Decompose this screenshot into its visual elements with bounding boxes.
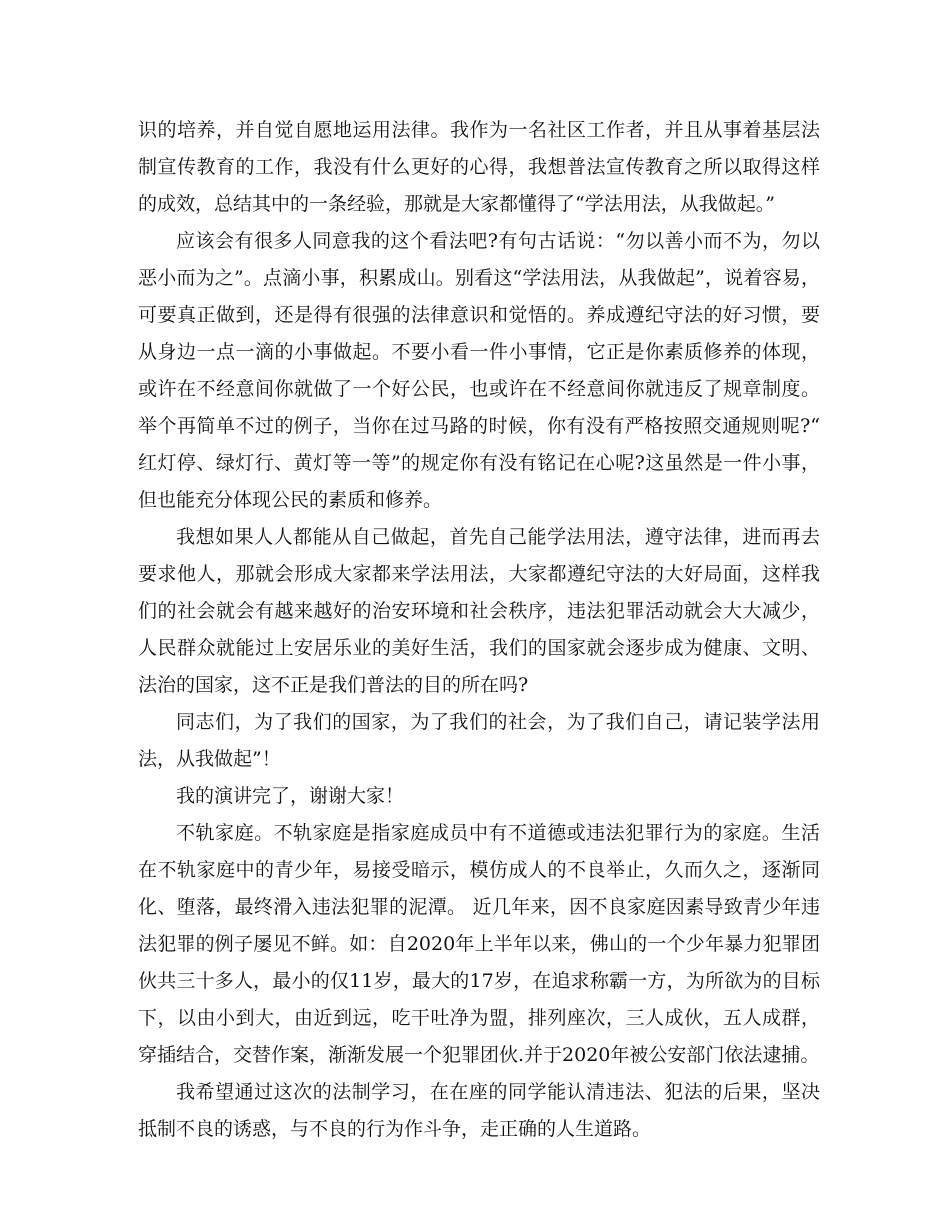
paragraph-1: 识的培养，并自觉自愿地运用法律。我作为一名社区工作者，并且从事着基层法制宣传教育的工作，我没有什么更好的心得，我想普法宣传教育之所以取得这样的成效，总结其中的一条经验，那就是大家都懂得了“学法用法，从我做起。”: [138, 119, 820, 215]
paragraph-3: 我想如果人人都能从自己做起，首先自己能学法用法，遵守法律，进而再去要求他人，那就会形成大家都来学法用法，大家都遵纪守法的大好局面，这样我们的社会就会有越来越好的治安环境和社会秩序，违法犯罪活动就会大大减少，人民群众就能过上安居乐业的美好生活，我们的国家就会逐步成为健康、文明、法治的国家，这不正是我们普法的目的所在吗?: [138, 526, 820, 696]
paragraph-6: 不轨家庭。不轨家庭是指家庭成员中有不道德或违法犯罪行为的家庭。生活在不轨家庭中的青少年，易接受暗示，模仿成人的不良举止，久而久之，逐渐同化、堕落，最终滑入违法犯罪的泥潭。 近几年来，因不良家庭因素导致青少年违法犯罪的例子屡见不鲜。如：自2020年上半年以来，佛山的一个少年暴力犯罪团伙共三十多人，最小的仅11岁，最大的17岁，在追求称霸一方，为所欲为的目标下，以由小到大，由近到远，吃干吐净为盟，排列座次，三人成伙，五人成群，穿插结合，交替作案，渐渐发展一个犯罪团伙.并于2020年被公安部门依法逮捕。: [138, 822, 820, 1066]
paragraph-7: 我希望通过这次的法制学习，在在座的同学能认清违法、犯法的后果，坚决抵制不良的诱惑，与不良的行为作斗争，走正确的人生道路。: [138, 1081, 820, 1140]
document-body: [138, 112, 820, 1148]
paragraph-2: 应该会有很多人同意我的这个看法吧?有句古话说：“勿以善小而不为，勿以恶小而为之”。点滴小事，积累成山。别看这“学法用法，从我做起”，说着容易，可要真正做到，还是得有很强的法律意识和觉悟的。养成遵纪守法的好习惯，要从身边一点一滴的小事做起。不要小看一件小事情，它正是你素质修养的体现，或许在不经意间你就做了一个好公民，也或许在不经意间你就违反了规章制度。举个再简单不过的例子，当你在过马路的时候，你有没有严格按照交通规则呢?“红灯停、绿灯行、黄灯等一等”的规定你有没有铭记在心呢?这虽然是一件小事，但也能充分体现公民的素质和修养。: [138, 230, 820, 511]
paragraph-5: 我的演讲完了，谢谢大家！: [176, 785, 405, 807]
paragraph-4: 同志们，为了我们的国家，为了我们的社会，为了我们自己，请记装学法用法，从我做起”！: [138, 711, 820, 770]
